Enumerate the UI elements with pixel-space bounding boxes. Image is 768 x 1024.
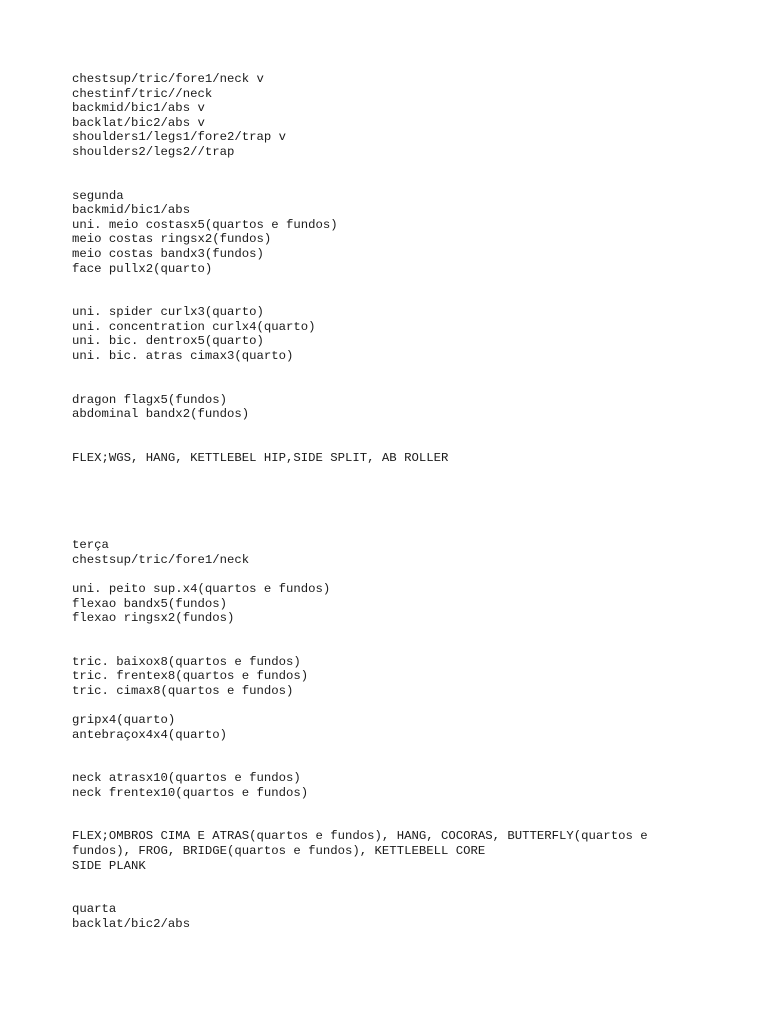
day-heading: terça [72,538,109,553]
text-line: uni. bic. dentrox5(quarto) [72,334,264,349]
spacer [72,364,732,393]
day-heading: quarta [72,902,117,917]
text-line: SIDE PLANK [72,858,146,873]
text-line: chestsup/tric/fore1/neck [72,552,250,567]
text-line: uni. bic. atras cimax3(quarto) [72,348,294,363]
spacer [72,699,732,714]
text-line: uni. meio costasx5(quartos e fundos) [72,217,338,232]
text-line: gripx4(quarto) [72,713,176,728]
spacer [72,567,732,582]
text-line: chestinf/tric//neck [72,86,213,101]
text-line: uni. concentration curlx4(quarto) [72,319,316,334]
spacer [72,160,732,189]
text-line: dragon flagx5(fundos) [72,392,227,407]
text-line: uni. spider curlx3(quarto) [72,305,264,320]
text-line: backmid/bic1/abs [72,203,191,218]
spacer [72,276,732,305]
text-line: flexao bandx5(fundos) [72,596,227,611]
text-line: tric. frentex8(quartos e fundos) [72,669,309,684]
text-line: face pullx2(quarto) [72,261,213,276]
text-line: meio costas ringsx2(fundos) [72,232,272,247]
text-line: FLEX;OMBROS CIMA E ATRAS(quartos e fundos), HANG, COCORAS, BUTTERFLY(quartos e [72,829,648,844]
text-line: antebraçox4x4(quarto) [72,727,227,742]
text-line: uni. peito sup.x4(quartos e fundos) [72,581,331,596]
text-line: tric. cimax8(quartos e fundos) [72,683,294,698]
text-line: backmid/bic1/abs v [72,101,205,116]
text-line: shoulders1/legs1/fore2/trap v [72,130,287,145]
text-line: flexao ringsx2(fundos) [72,611,235,626]
spacer [72,626,732,655]
text-line: fundos), FROG, BRIDGE(quartos e fundos), KETTLEBELL CORE [72,844,486,858]
text-line: abdominal bandx2(fundos) [72,407,250,422]
spacer [72,742,732,771]
text-line: FLEX;WGS, HANG, KETTLEBEL HIP,SIDE SPLIT, AB ROLLER [72,450,449,465]
text-line: neck atrasx10(quartos e fundos) [72,771,301,786]
document-page [72,72,732,931]
spacer [72,873,732,902]
day-heading: segunda [72,188,124,203]
text-line: tric. baixox8(quartos e fundos) [72,654,301,669]
text-line: meio costas bandx3(fundos) [72,246,264,261]
spacer [72,800,732,829]
text-line: backlat/bic2/abs v [72,115,205,130]
spacer [72,465,732,538]
text-line: neck frentex10(quartos e fundos) [72,785,309,800]
text-line: shoulders2/legs2//trap [72,144,235,159]
spacer [72,422,732,451]
text-line: backlat/bic2/abs [72,916,191,931]
text-line: chestsup/tric/fore1/neck v [72,72,264,86]
